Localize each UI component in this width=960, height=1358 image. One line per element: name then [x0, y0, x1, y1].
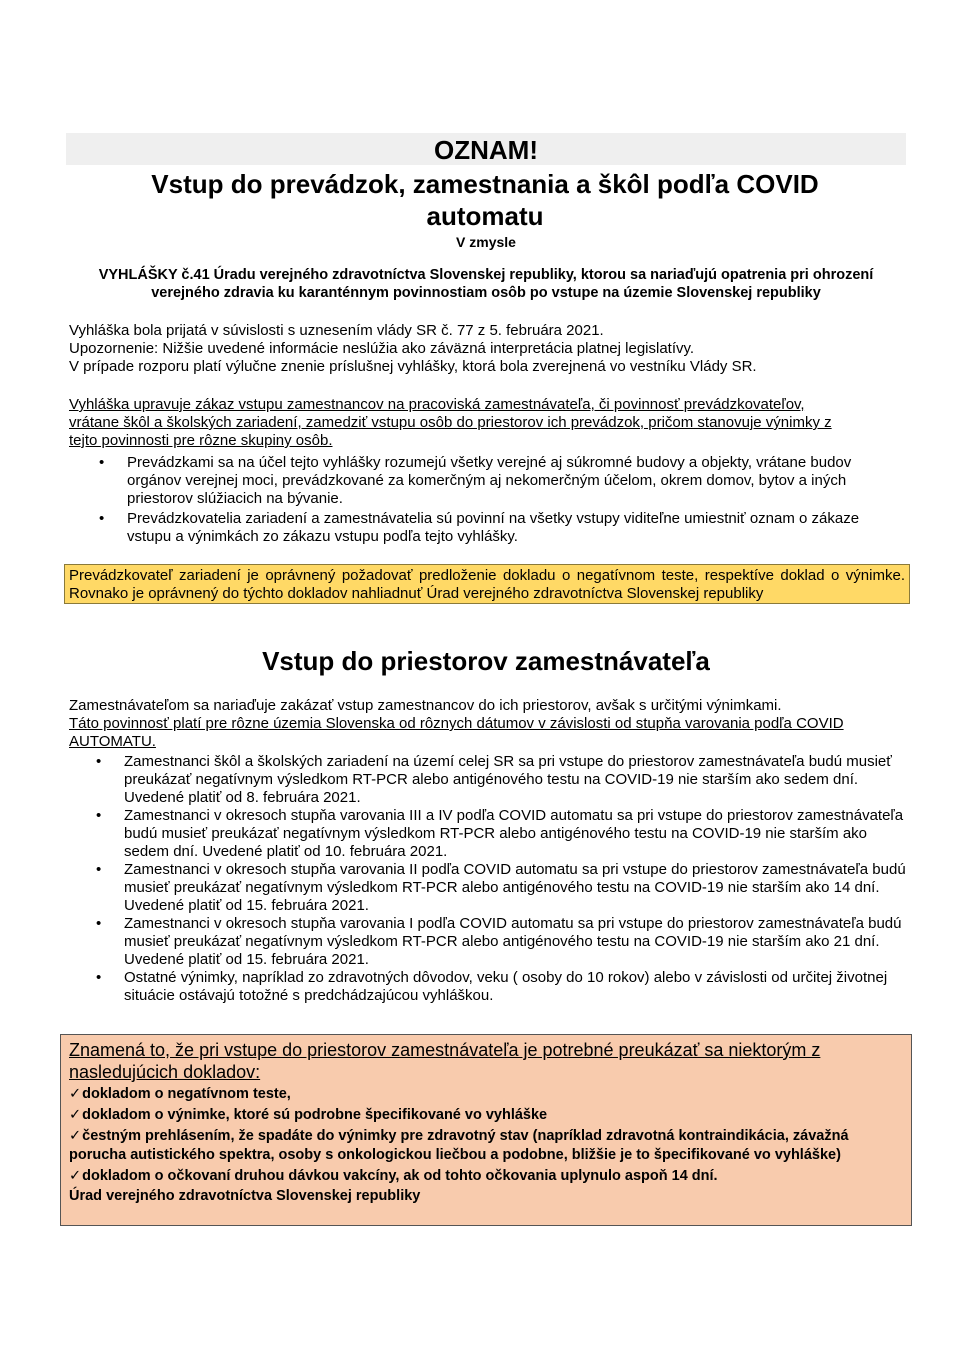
employer-paragraph — [69, 697, 903, 751]
summary-item — [69, 1127, 903, 1165]
employer-line: Zamestnávateľom sa nariaďuje zakázať vstup zamestnancov do ich priestorov, avšak s určitými výnimkami. — [69, 697, 782, 714]
decree-reference: VYHLÁŠKY č.41 Úradu verejného zdravotníctva Slovenskej republiky, ktorou sa nariaďujú opatrenia pri ohrození verejného zdravia ku karanténnym povinnostiam osôb po vstupe na územie Slovenskej republiky — [98, 267, 874, 301]
employer-bullet-list — [66, 753, 906, 1005]
scope-paragraph — [69, 396, 903, 450]
list-item — [66, 807, 906, 861]
bullet-icon: • — [99, 510, 105, 527]
summary-item — [69, 1085, 903, 1104]
list-item-text: Zamestnanci v okresoch stupňa varovania I podľa COVID automatu sa pri vstupe do priestorov zamestnávateľa budú musieť preukázať negatívnym výsledkom RT-PCR alebo antigénového testu na COVID-19 nie starším ako 21 dní. Uvedené platiť od 15. februára 2021. — [124, 915, 902, 968]
disclaimer-line: V prípade rozporu platí výlučne znenie príslušnej vyhlášky, ktorá bola zverejnená vo vestníku Vlády SR. — [69, 358, 757, 375]
intro-line: Vyhláška bola prijatá v súvislosti s uznesením vlády SR č. 77 z 5. februára 2021. — [69, 322, 604, 339]
summary-item-text: dokladom o očkovaní druhou dávkou vakcíny, ak od tohto očkovania uplynulo aspoň 14 dní. — [82, 1168, 718, 1184]
list-item-text: Prevádzkami sa na účel tejto vyhlášky rozumejú všetky verejné aj súkromné budovy a objekty, vrátane budov orgánov verejnej moci, prevádzkované za komerčným aj nekomerčným účelom, okrem domov, bytov a iných priestorov slúžiacich na bývanie. — [127, 454, 852, 507]
list-item-text: Zamestnanci v okresoch stupňa varovania III a IV podľa COVID automatu sa pri vstupe do priestorov zamestnávateľa budú musieť preukázať negatívnym výsledkom RT-PCR alebo antigénového testu na COVID-19 nie starším ako sedem dní. Uvedené platiť od 10. februára 2021. — [124, 807, 904, 860]
list-item — [66, 969, 906, 1005]
list-item — [66, 915, 906, 969]
notice-title: OZNAM! — [434, 135, 538, 165]
section-heading: Vstup do priestorov zamestnávateľa — [262, 646, 710, 676]
list-item — [66, 753, 906, 807]
page-title: Vstup do prevádzok, zamestnania a škôl podľa COVID automatu — [151, 169, 819, 231]
checkmark-icon: ✓ — [69, 1168, 82, 1184]
summary-item — [69, 1167, 903, 1186]
bullet-icon: • — [96, 861, 102, 878]
list-item-text: Ostatné výnimky, napríklad zo zdravotných dôvodov, veku ( osoby do 10 rokov) alebo v závislosti od určitej životnej situácie ostávajú totožné s predchádzajúcou vyhláškou. — [124, 969, 888, 1004]
checkmark-icon: ✓ — [69, 1107, 82, 1123]
checkmark-icon: ✓ — [69, 1128, 82, 1144]
summary-item — [69, 1106, 903, 1125]
list-item — [69, 510, 903, 546]
summary-footer: Úrad verejného zdravotníctva Slovenskej republiky — [69, 1188, 421, 1204]
list-item — [69, 454, 903, 508]
operator-notice-box: Prevádzkovateľ zariadení je oprávnený požadovať predloženie dokladu o negatívnom teste, respektíve doklad o výnimke. Rovnako je oprávnený do týchto dokladov nahliadnuť Úrad verejného zdravotníctva Slovenskej republiky — [64, 564, 910, 604]
bullet-icon: • — [96, 753, 102, 770]
summary-item-text: dokladom o výnimke, ktoré sú podrobne špecifikované vo vyhláške — [82, 1107, 548, 1123]
bullet-icon: • — [99, 454, 105, 471]
intro-paragraph — [69, 322, 903, 376]
disclaimer-line: Upozornenie: Nižšie uvedené informácie neslúžia ako záväzná interpretácia platnej legislatívy. — [69, 340, 695, 357]
bullet-icon: • — [96, 915, 102, 932]
bullet-icon: • — [96, 969, 102, 986]
scope-line: vrátane škôl a školských zariadení, zamedziť vstupu osôb do priestorov ich prevádzok, pričom stanovuje výnimky z — [69, 414, 832, 431]
summary-heading: Znamená to, že pri vstupe do priestorov zamestnávateľa je potrebné preukázať sa niektorým z nasledujúcich dokladov: — [69, 1040, 821, 1082]
list-item-text: Prevádzkovatelia zariadení a zamestnávatelia sú povinní na všetky vstupy viditeľne umiestniť oznam o zákaze vstupu a výnimkách zo zákazu vstupu podľa tejto vyhlášky. — [127, 510, 860, 545]
scope-line: tejto povinnosti pre rôzne skupiny osôb. — [69, 432, 333, 449]
scope-line: Vyhláška upravuje zákaz vstupu zamestnancov na pracoviská zamestnávateľa, či povinnosť prevádzkovateľov, — [69, 396, 805, 413]
list-item-text: Zamestnanci v okresoch stupňa varovania II podľa COVID automatu sa pri vstupe do priestorov zamestnávateľa budú musieť preukázať negatívnym výsledkom RT-PCR alebo antigénového testu na COVID-19 nie starším ako 14 dní. Uvedené platiť od 15. februára 2021. — [124, 861, 906, 914]
checkmark-icon: ✓ — [69, 1086, 82, 1102]
scope-bullet-list — [69, 454, 903, 548]
bullet-icon: • — [96, 807, 102, 824]
list-item — [66, 861, 906, 915]
summary-item-text: čestným prehlásením, že spadáte do výnimky pre zdravotný stav (napríklad zdravotná kontraindikácia, závažná porucha autistického spektra, osoby s onkologickou liečbou a podobne, bližšie je to špecifikované vo vyhláške) — [69, 1128, 849, 1163]
summary-box — [60, 1034, 912, 1226]
summary-item-text: dokladom o negatívnom teste, — [82, 1086, 291, 1102]
list-item-text: Zamestnanci škôl a školských zariadení na území celej SR sa pri vstupe do priestorov zamestnávateľa budú musieť preukázať negatívnym výsledkom RT-PCR alebo antigénového testu na COVID-19 nie starším ako sedem dní. Uvedené platiť od 8. februára 2021. — [124, 753, 892, 806]
employer-line: AUTOMATU. — [69, 733, 156, 750]
page-subtitle: V zmysle — [456, 234, 516, 250]
employer-line: Táto povinnosť platí pre rôzne územia Slovenska od rôznych dátumov v závislosti od stupňa varovania podľa COVID — [69, 715, 844, 732]
